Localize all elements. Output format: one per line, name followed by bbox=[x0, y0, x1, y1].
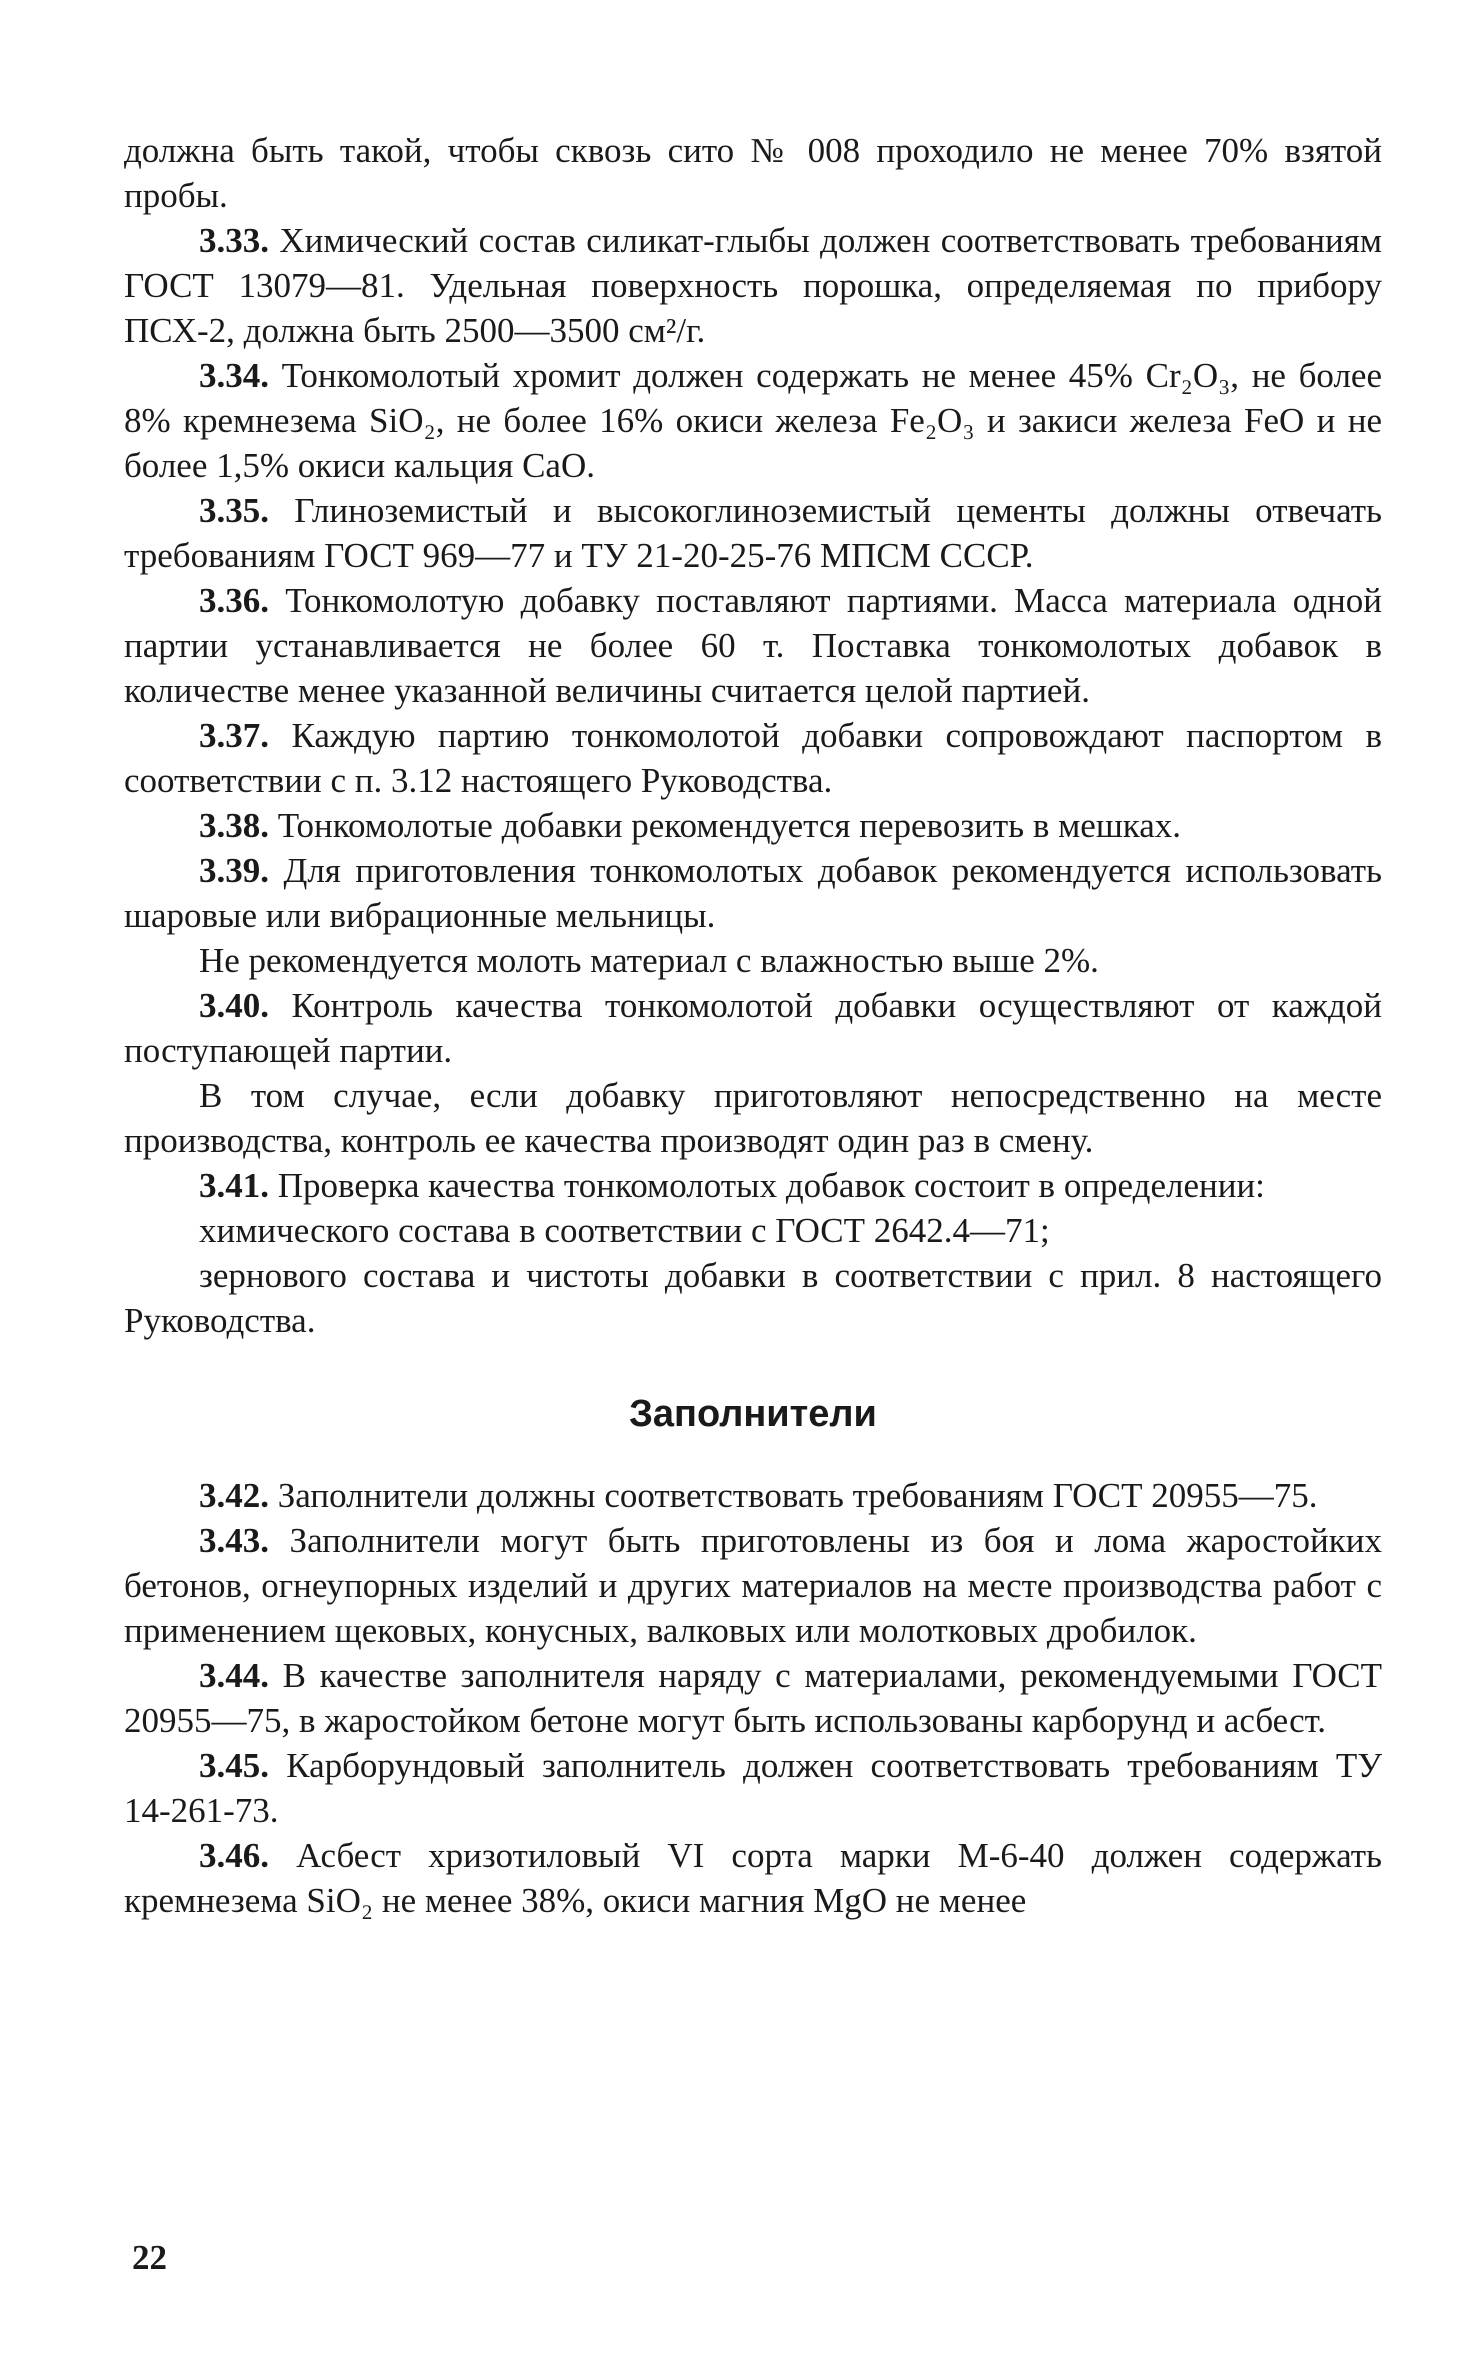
paragraph bbox=[124, 848, 1382, 938]
paragraph bbox=[124, 1743, 1382, 1833]
paragraph-number: 3.37. bbox=[199, 716, 269, 755]
paragraph bbox=[124, 578, 1382, 713]
paragraph-text: Химический состав силикат-глыбы должен соответствовать требованиям ГОСТ 13079—81. Удельная поверхность порошка, определяемая по прибору ПСХ-2, должна быть 2500—3500 см²/г. bbox=[124, 221, 1382, 350]
paragraph-text: В том случае, если добавку приготовляют непосредственно на месте производства, контроль ее качества производят один раз в смену. bbox=[124, 1076, 1382, 1160]
paragraph-text: Заполнители должны соответствовать требованиям ГОСТ 20955—75. bbox=[269, 1476, 1318, 1515]
paragraph-text: В качестве заполнителя наряду с материалами, рекомендуемыми ГОСТ 20955—75, в жаростойком бетоне могут быть использованы карборунд и асбест. bbox=[124, 1656, 1382, 1740]
paragraph-number: 3.34. bbox=[199, 356, 269, 395]
paragraph bbox=[124, 1653, 1382, 1743]
paragraph-text: должна быть такой, чтобы сквозь сито № 008 проходило не менее 70% взятой пробы. bbox=[124, 131, 1382, 215]
paragraph-text: Тонкомолотые добавки рекомендуется перевозить в мешках. bbox=[269, 806, 1182, 845]
paragraph bbox=[124, 983, 1382, 1073]
paragraph-number: 3.39. bbox=[199, 851, 269, 890]
paragraph bbox=[124, 1473, 1382, 1518]
paragraph-text: Контроль качества тонкомолотой добавки осуществляют от каждой поступающей партии. bbox=[124, 986, 1382, 1070]
paragraph bbox=[124, 803, 1382, 848]
paragraph-text: Каждую партию тонкомолотой добавки сопровождают паспортом в соответствии с п. 3.12 настоящего Руководства. bbox=[124, 716, 1382, 800]
section-aggregates bbox=[124, 1473, 1382, 1923]
paragraph-text: химического состава в соответствии с ГОСТ 2642.4—71; bbox=[199, 1211, 1050, 1250]
paragraph-number: 3.41. bbox=[199, 1166, 269, 1205]
paragraph-number: 3.45. bbox=[199, 1746, 269, 1785]
paragraph-number: 3.38. bbox=[199, 806, 269, 845]
paragraph bbox=[124, 1163, 1382, 1208]
paragraph-number: 3.40. bbox=[199, 986, 269, 1025]
page-number: 22 bbox=[132, 2238, 167, 2277]
document-body bbox=[124, 128, 1382, 1923]
section-heading: Заполнители bbox=[629, 1393, 877, 1435]
paragraph bbox=[124, 1073, 1382, 1163]
paragraph bbox=[124, 938, 1382, 983]
paragraph-number: 3.44. bbox=[199, 1656, 269, 1695]
paragraph-number: 3.43. bbox=[199, 1521, 269, 1560]
paragraph bbox=[124, 1833, 1382, 1923]
paragraph-number: 3.42. bbox=[199, 1476, 269, 1515]
paragraph bbox=[124, 713, 1382, 803]
paragraph bbox=[124, 1253, 1382, 1343]
paragraph bbox=[124, 353, 1382, 488]
paragraph-number: 3.36. bbox=[199, 581, 269, 620]
paragraph bbox=[124, 218, 1382, 353]
paragraph bbox=[124, 488, 1382, 578]
paragraph-text: зернового состава и чистоты добавки в соответствии с прил. 8 настоящего Руководства. bbox=[124, 1256, 1382, 1340]
section-fine-additives bbox=[124, 128, 1382, 1343]
paragraph-number: 3.35. bbox=[199, 491, 269, 530]
paragraph-text: Тонкомолотую добавку поставляют партиями. Масса материала одной партии устанавливается не более 60 т. Поставка тонкомолотых добавок в количестве менее указанной величины считается целой партией. bbox=[124, 581, 1382, 710]
paragraph-number: 3.46. bbox=[199, 1836, 269, 1875]
paragraph-text: Глиноземистый и высокоглиноземистый цементы должны отвечать требованиям ГОСТ 969—77 и ТУ 21-20-25-76 МПСМ СССР. bbox=[124, 491, 1382, 575]
paragraph-text: Асбест хризотиловый VI сорта марки М-6-40 должен содержать кремнезема SiO₂ не менее 38%, окиси магния MgO не менее bbox=[124, 1836, 1382, 1920]
paragraph-number: 3.33. bbox=[199, 221, 269, 260]
paragraph-text: Проверка качества тонкомолотых добавок состоит в определении: bbox=[269, 1166, 1265, 1205]
paragraph bbox=[124, 1208, 1382, 1253]
paragraph bbox=[124, 128, 1382, 218]
paragraph-text: Тонкомолотый хромит должен содержать не менее 45% Cr₂O₃, не более 8% кремнезема SiO₂, не более 16% окиси железа Fe₂O₃ и закиси железа FeO и не более 1,5% окиси кальция CaO. bbox=[124, 356, 1382, 485]
paragraph-text: Заполнители могут быть приготовлены из боя и лома жаростойких бетонов, огнеупорных изделий и других материалов на месте производства работ с применением щековых, конусных, валковых или молотковых дробилок. bbox=[124, 1521, 1382, 1650]
paragraph-text: Не рекомендуется молоть материал с влажностью выше 2%. bbox=[199, 941, 1099, 980]
paragraph bbox=[124, 1518, 1382, 1653]
paragraph-text: Карборундовый заполнитель должен соответствовать требованиям ТУ 14-261-73. bbox=[124, 1746, 1382, 1830]
paragraph-text: Для приготовления тонкомолотых добавок рекомендуется использовать шаровые или вибрационные мельницы. bbox=[124, 851, 1382, 935]
